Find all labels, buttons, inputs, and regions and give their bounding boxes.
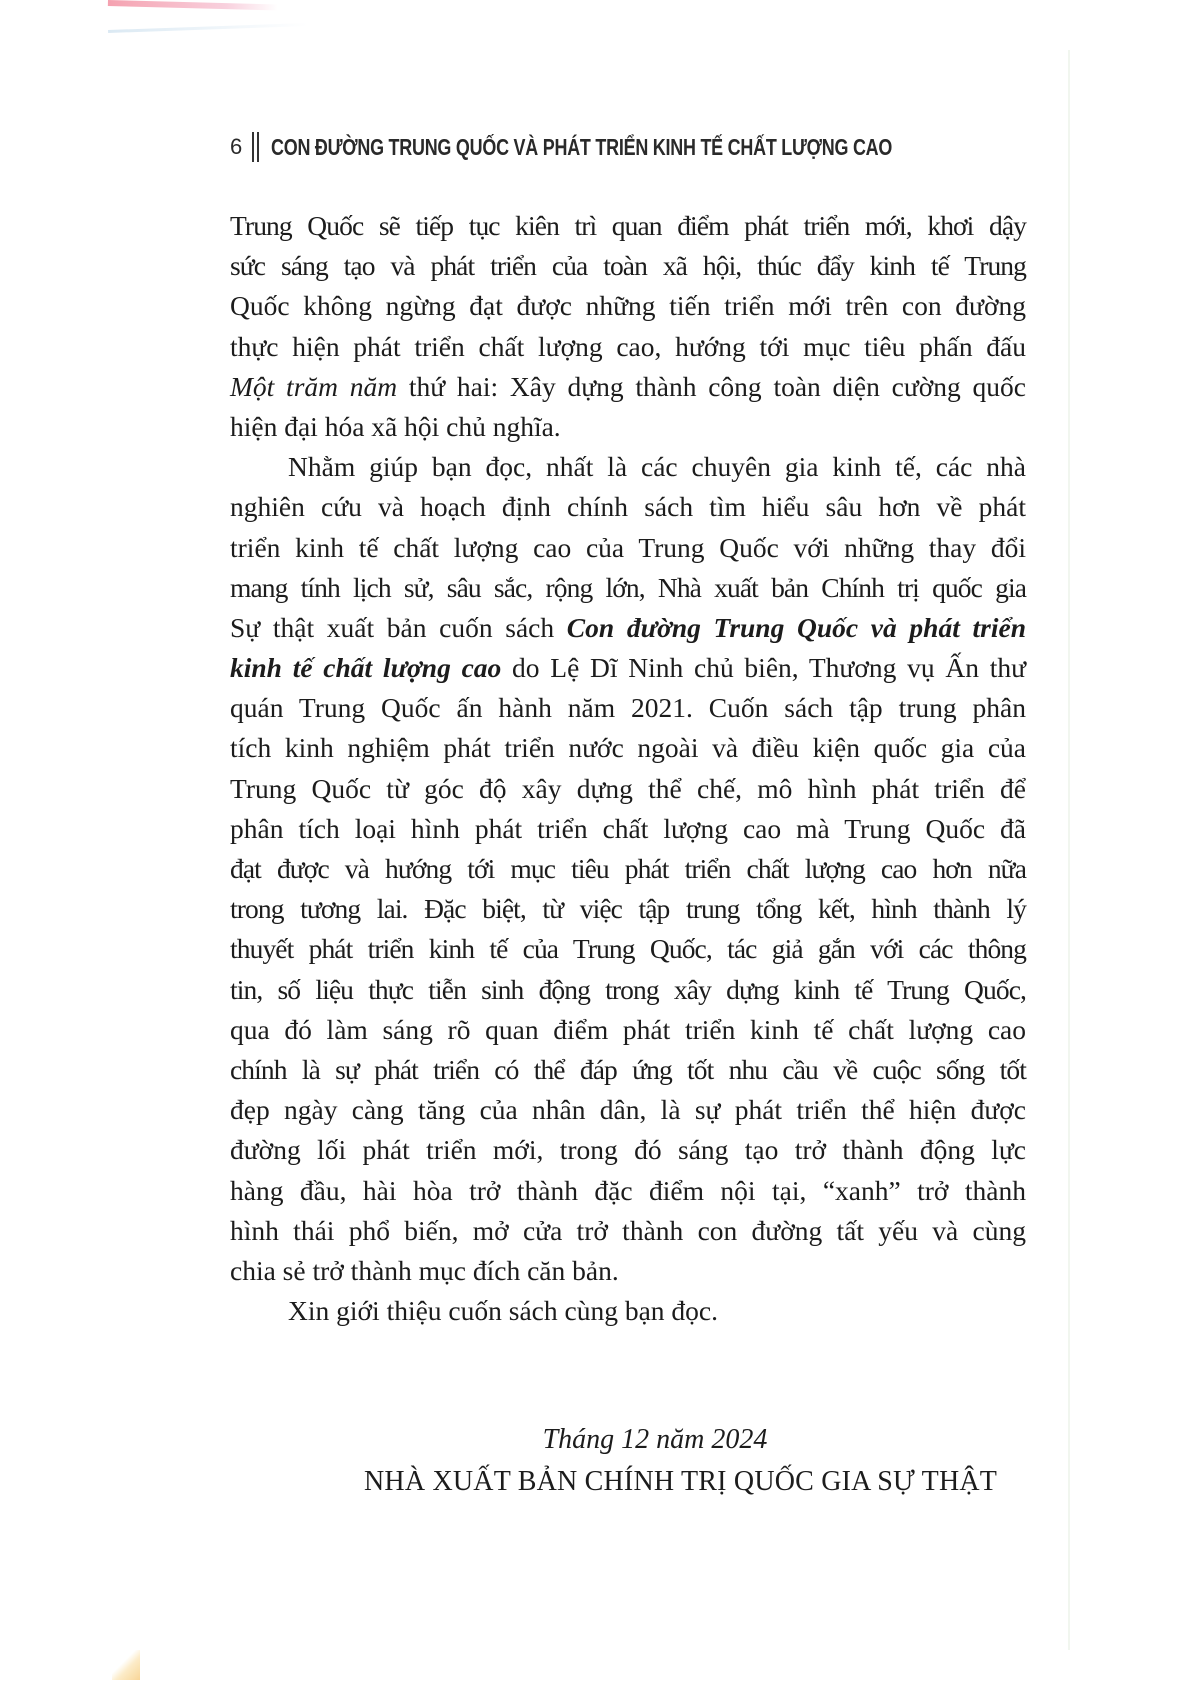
page-number: 6: [230, 134, 243, 159]
text-line: Trung Quốc từ góc độ xây dựng thể chế, mô hình phát triển để: [230, 772, 1026, 804]
running-header: [230, 130, 1068, 164]
text-line: Nhằm giúp bạn đọc, nhất là các chuyên gia kinh tế, các nhà: [288, 451, 1026, 483]
closing-date: Tháng 12 năm 2024: [542, 1424, 768, 1455]
header-divider: [252, 132, 259, 162]
text-run: thứ hai: Xây dựng thành công toàn diện cường quốc: [397, 370, 1026, 402]
text-line: thực hiện phát triển chất lượng cao, hướng tới mục tiêu phấn đấu: [230, 330, 1026, 362]
text-line: hình thái phổ biến, mở cửa trở thành con đường tất yếu và cùng: [230, 1214, 1026, 1246]
scan-artifact-top-faint: [108, 23, 308, 33]
text-line: qua đó làm sáng rõ quan điểm phát triển kinh tế chất lượng cao: [230, 1013, 1026, 1045]
scan-artifact-top: [108, 0, 278, 10]
text-line: trong tương lai. Đặc biệt, từ việc tập trung tổng kết, hình thành lý: [230, 893, 1026, 925]
text-line: thuyết phát triển kinh tế của Trung Quốc, tác giả gắn với các thông: [230, 933, 1026, 965]
text-line: phân tích loại hình phát triển chất lượng cao mà Trung Quốc đã: [230, 812, 1026, 844]
text-line: mang tính lịch sử, sâu sắc, rộng lớn, Nhà xuất bản Chính trị quốc gia: [230, 571, 1026, 603]
italic-phrase: Một trăm năm: [230, 370, 398, 402]
text-line: chia sẻ trở thành mục đích căn bản.: [230, 1254, 619, 1286]
text-line: chính là sự phát triển có thể đáp ứng tốt nhu cầu về cuộc sống tốt: [230, 1053, 1026, 1085]
text-line: đẹp ngày càng tăng của nhân dân, là sự phát triển thể hiện được: [230, 1094, 1026, 1126]
running-title: CON ĐƯỜNG TRUNG QUỐC VÀ PHÁT TRIỂN KINH TẾ CHẤT LƯỢNG CAO: [271, 133, 893, 160]
closing-publisher: NHÀ XUẤT BẢN CHÍNH TRỊ QUỐC GIA SỰ THẬT: [364, 1466, 998, 1497]
page-edge: [1068, 50, 1070, 1650]
text-line: sức sáng tạo và phát triển của toàn xã hội, thúc đẩy kinh tế Trung: [230, 250, 1026, 282]
text-line: đạt được và hướng tới mục tiêu phát triển chất lượng cao hơn nữa: [230, 853, 1026, 884]
paragraph-3: [230, 1291, 1026, 1331]
text-line: tích kinh nghiệm phát triển nước ngoài và điều kiện quốc gia của: [230, 732, 1026, 764]
text-line: Quốc không ngừng đạt được những tiến triển mới trên con đường: [230, 290, 1026, 322]
book-title: Con đường Trung Quốc và phát triển: [566, 611, 1026, 643]
text-run: do Lệ Dĩ Ninh chủ biên, Thương vụ Ấn thư: [501, 652, 1026, 684]
body-text: [230, 206, 1026, 1331]
text-line: đường lối phát triển mới, trong đó sáng tạo trở thành động lực: [230, 1134, 1026, 1166]
paragraph-1: [230, 206, 1026, 447]
paragraph-2: [230, 447, 1026, 1291]
text-line: tin, số liệu thực tiễn sinh động trong xây dựng kinh tế Trung Quốc,: [230, 973, 1026, 1005]
text-line: triển kinh tế chất lượng cao của Trung Quốc với những thay đổi: [230, 531, 1026, 563]
text-run: Sự thật xuất bản cuốn sách: [230, 611, 567, 643]
text-line: Trung Quốc sẽ tiếp tục kiên trì quan điểm phát triển mới, khơi dậy: [230, 210, 1026, 241]
text-line: Xin giới thiệu cuốn sách cùng bạn đọc.: [288, 1295, 718, 1327]
scan-artifact-bottom: [112, 1650, 140, 1680]
book-title: kinh tế chất lượng cao: [230, 652, 502, 684]
text-line: [230, 648, 1026, 688]
text-line: hiện đại hóa xã hội chủ nghĩa.: [230, 410, 561, 442]
text-line: nghiên cứu và hoạch định chính sách tìm hiểu sâu hơn về phát: [230, 491, 1026, 523]
text-line: quán Trung Quốc ấn hành năm 2021. Cuốn sách tập trung phân: [230, 692, 1026, 724]
text-line: [230, 367, 1026, 407]
text-line: [230, 608, 1026, 648]
text-line: hàng đầu, hài hòa trở thành đặc điểm nội tại, “xanh” trở thành: [230, 1174, 1026, 1206]
